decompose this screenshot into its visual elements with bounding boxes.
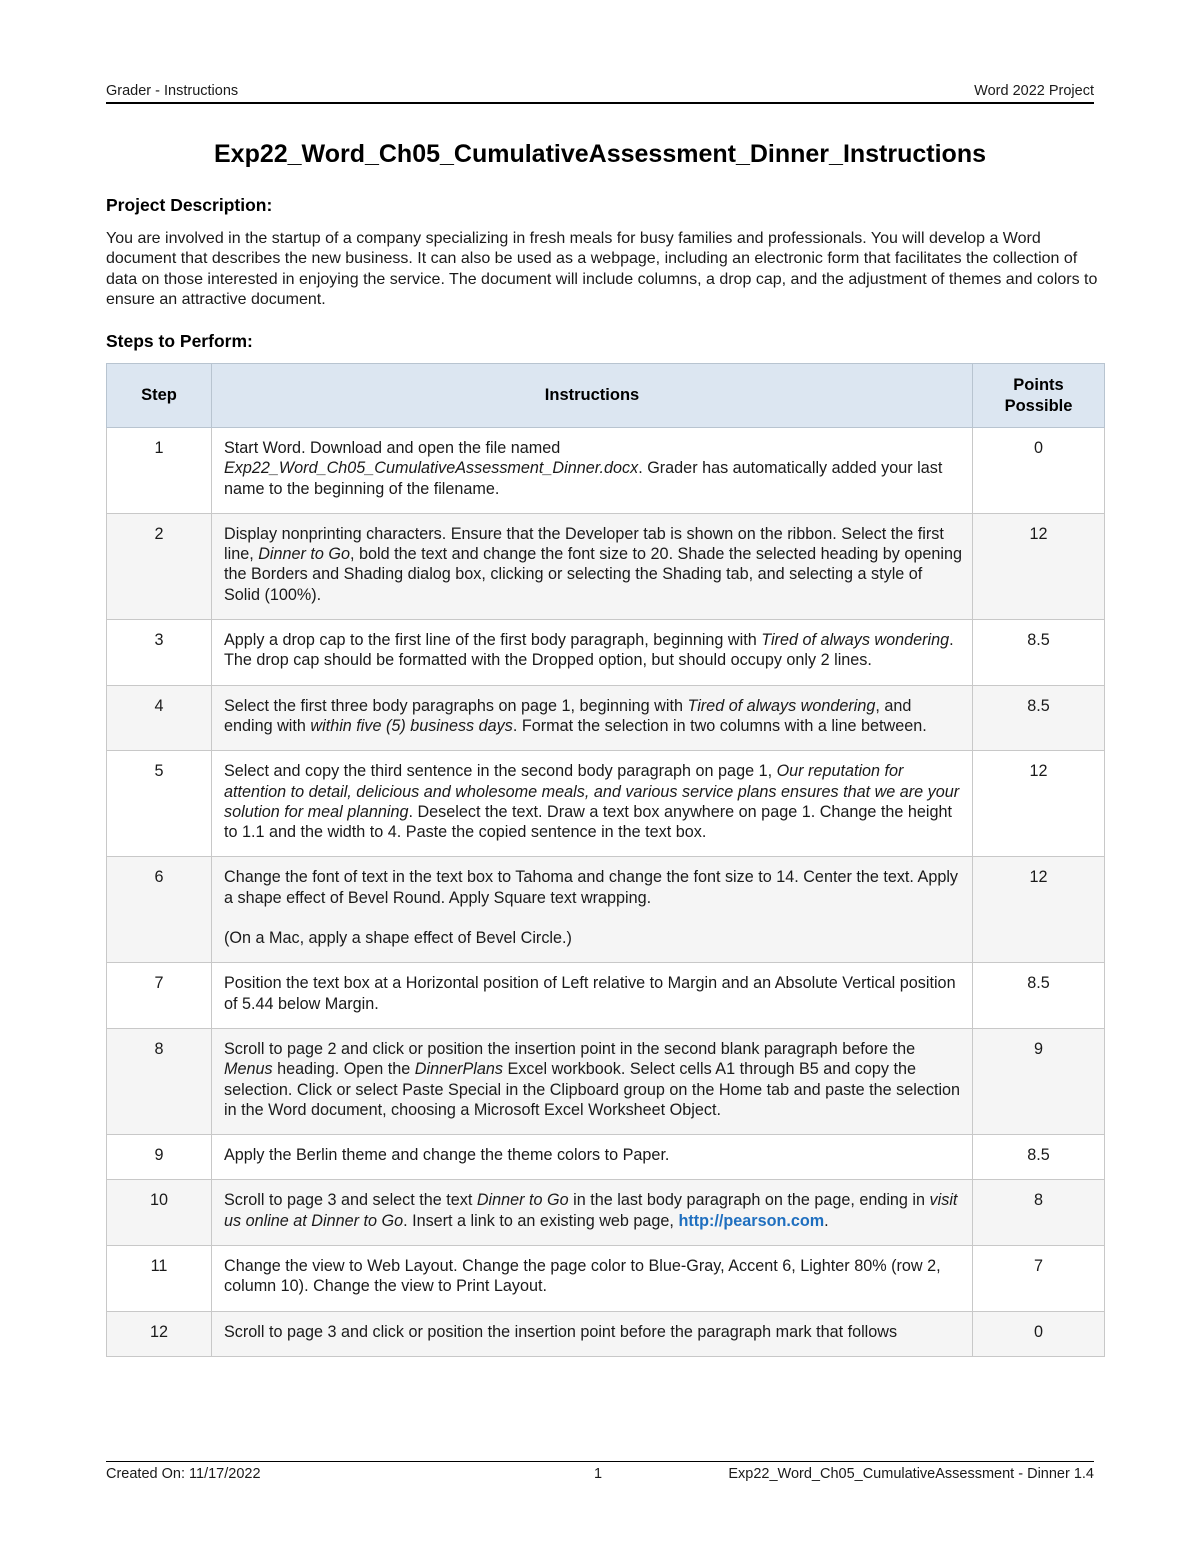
project-description-text: You are involved in the startup of a company specializing in fresh meals for busy families and professionals. You will develop a Word document that describes the new business. It can also be used as a webpage, including an electronic form that facilitates the collection of data on those interested in enjoying the service. The document will include columns, a drop cap, and the adjustment of themes and colors to ensure an attractive document. — [106, 230, 1098, 308]
italic-text: Tired of always wondering — [761, 631, 950, 650]
document-title: Exp22_Word_Ch05_CumulativeAssessment_Dinner_Instructions — [213, 140, 987, 168]
points-possible: 8.5 — [973, 620, 1105, 686]
page-header — [106, 82, 1094, 104]
footer-document-id: Exp22_Word_Ch05_CumulativeAssessment - Dinner 1.4 — [728, 1466, 1094, 1482]
step-instructions — [212, 963, 973, 1029]
step-instructions — [212, 1135, 973, 1180]
footer-created-on: Created On: 11/17/2022 — [106, 1466, 261, 1482]
instruction-text: Change the font of text in the text box to Tahoma and change the font size to 14. Center the text. Apply a shape effect of Bevel Round. Apply Square text wrapping. — [224, 868, 959, 907]
instruction-text: in the last body paragraph on the page, ending in — [568, 1191, 930, 1210]
italic-text: Our reputation for attention to detail, delicious and wholesome meals, and various service plans ensures that we are your solution for meal planning — [224, 762, 960, 821]
instruction-text: . Insert a link to an existing web page, — [403, 1211, 679, 1230]
table-row — [107, 513, 1105, 619]
table-row — [107, 1246, 1105, 1312]
steps-table — [106, 363, 1105, 1357]
table-row — [107, 685, 1105, 751]
step-number: 11 — [107, 1246, 212, 1312]
step-number: 5 — [107, 751, 212, 857]
instructions-column-header: Instructions — [212, 364, 973, 428]
step-instructions — [212, 513, 973, 619]
points-possible: 12 — [973, 751, 1105, 857]
italic-text: within five (5) business days — [310, 716, 513, 735]
points-possible: 0 — [973, 1311, 1105, 1356]
instruction-text: . Format the selection in two columns with a line between. — [512, 716, 927, 735]
instruction-text: Excel workbook. Select cells A1 through B5 and copy the selection. Click or select Paste Special in the Clipboard group on the Home tab and paste the selection in the Word document, choosing a Microsoft Excel Worksheet Object. — [224, 1060, 961, 1119]
points-possible: 7 — [973, 1246, 1105, 1312]
table-row — [107, 751, 1105, 857]
instruction-text: Position the text box at a Horizontal position of Left relative to Margin and an Absolute Vertical position of 5.44 below Margin. — [224, 974, 956, 1013]
italic-text: Exp22_Word_Ch05_CumulativeAssessment_Dinner.docx — [224, 459, 639, 478]
points-header-line1: Points — [1013, 375, 1064, 394]
step-instructions — [212, 1180, 973, 1246]
page-footer — [106, 1461, 1094, 1486]
points-possible: 8.5 — [973, 963, 1105, 1029]
header-left-text: Grader - Instructions — [106, 83, 239, 99]
table-header-row — [107, 364, 1105, 428]
step-number: 10 — [107, 1180, 212, 1246]
instruction-text: heading. Open the — [272, 1060, 415, 1079]
step-number: 9 — [107, 1135, 212, 1180]
points-possible: 8 — [973, 1180, 1105, 1246]
table-row — [107, 620, 1105, 686]
instruction-text: . Grader has automatically added your last name to the beginning of the filename. — [224, 459, 943, 498]
steps-heading: Steps to Perform: — [106, 331, 253, 351]
instruction-text: Change the view to Web Layout. Change the page color to Blue-Gray, Accent 6, Lighter 80% (row 2, column 10). Change the view to Print Layout. — [224, 1257, 941, 1296]
table-row — [107, 1311, 1105, 1356]
points-possible: 0 — [973, 428, 1105, 514]
step-instructions — [212, 751, 973, 857]
steps-table-body — [107, 428, 1105, 1357]
step-number: 8 — [107, 1028, 212, 1134]
step-number: 4 — [107, 685, 212, 751]
step-instructions — [212, 1311, 973, 1356]
instruction-text: . The drop cap should be formatted with the Dropped option, but should occupy only 2 lines. — [224, 631, 954, 670]
instruction-text: Start Word. Download and open the file named — [224, 439, 561, 457]
instruction-text: Apply a drop cap to the first line of the first body paragraph, beginning with — [224, 631, 762, 650]
step-number: 12 — [107, 1311, 212, 1356]
hyperlink[interactable]: http://pearson.com — [678, 1211, 825, 1230]
step-number: 6 — [107, 857, 212, 963]
points-column-header — [973, 364, 1105, 428]
step-number: 3 — [107, 620, 212, 686]
instruction-text: Select and copy the third sentence in the second body paragraph on page 1, — [224, 762, 777, 781]
points-header-line2: Possible — [1004, 396, 1073, 415]
instruction-text: Scroll to page 3 and select the text — [224, 1191, 477, 1210]
step-instructions — [212, 1246, 973, 1312]
italic-text: Menus — [224, 1060, 273, 1079]
points-possible: 12 — [973, 857, 1105, 963]
instruction-text: Apply the Berlin theme and change the theme colors to Paper. — [224, 1146, 670, 1165]
points-possible: 12 — [973, 513, 1105, 619]
italic-text: Tired of always wondering — [687, 696, 876, 715]
table-row — [107, 857, 1105, 963]
italic-text: Dinner to Go — [258, 545, 350, 564]
project-description-heading: Project Description: — [106, 195, 273, 215]
instruction-text: Scroll to page 2 and click or position the insertion point in the second blank paragraph before the — [224, 1039, 916, 1058]
table-row — [107, 1028, 1105, 1134]
step-instructions — [212, 1028, 973, 1134]
step-instructions — [212, 620, 973, 686]
italic-text: Dinner to Go — [476, 1191, 569, 1210]
instruction-text: , bold the text and change the font size to 20. Shade the selected heading by opening the Borders and Shading dialog box, clicking or selecting the Shading tab, and selecting a style of Solid (100%). — [224, 545, 962, 604]
instruction-text: . Deselect the text. Draw a text box anywhere on page 1. Change the height to 1.1 and the width to 4. Paste the copied sentence in the text box. — [224, 802, 952, 842]
footer-page-number: 1 — [594, 1466, 603, 1482]
header-right-text: Word 2022 Project — [974, 83, 1094, 99]
step-instructions — [212, 428, 973, 514]
instruction-text: Display nonprinting characters. Ensure that the Developer tab is shown on the ribbon. Select the first line, — [224, 524, 944, 564]
instruction-text: . — [824, 1211, 829, 1230]
step-instructions — [212, 685, 973, 751]
instruction-text: , and ending with — [224, 696, 912, 735]
points-possible: 8.5 — [973, 1135, 1105, 1180]
table-row — [107, 428, 1105, 514]
step-instructions — [212, 857, 973, 963]
step-number: 2 — [107, 513, 212, 619]
italic-text: DinnerPlans — [414, 1060, 503, 1079]
italic-text: visit us online at Dinner to Go — [224, 1191, 958, 1230]
step-column-header: Step — [107, 364, 212, 428]
points-possible: 8.5 — [973, 685, 1105, 751]
step-number: 7 — [107, 963, 212, 1029]
points-possible: 9 — [973, 1028, 1105, 1134]
table-row — [107, 963, 1105, 1029]
table-row — [107, 1180, 1105, 1246]
instruction-text: Scroll to page 3 and click or position the insertion point before the paragraph mark that follows — [224, 1322, 898, 1341]
step-note: (On a Mac, apply a shape effect of Bevel Circle.) — [224, 929, 572, 948]
step-number: 1 — [107, 428, 212, 514]
table-row — [107, 1135, 1105, 1180]
instruction-text: Select the first three body paragraphs on page 1, beginning with — [224, 696, 688, 715]
